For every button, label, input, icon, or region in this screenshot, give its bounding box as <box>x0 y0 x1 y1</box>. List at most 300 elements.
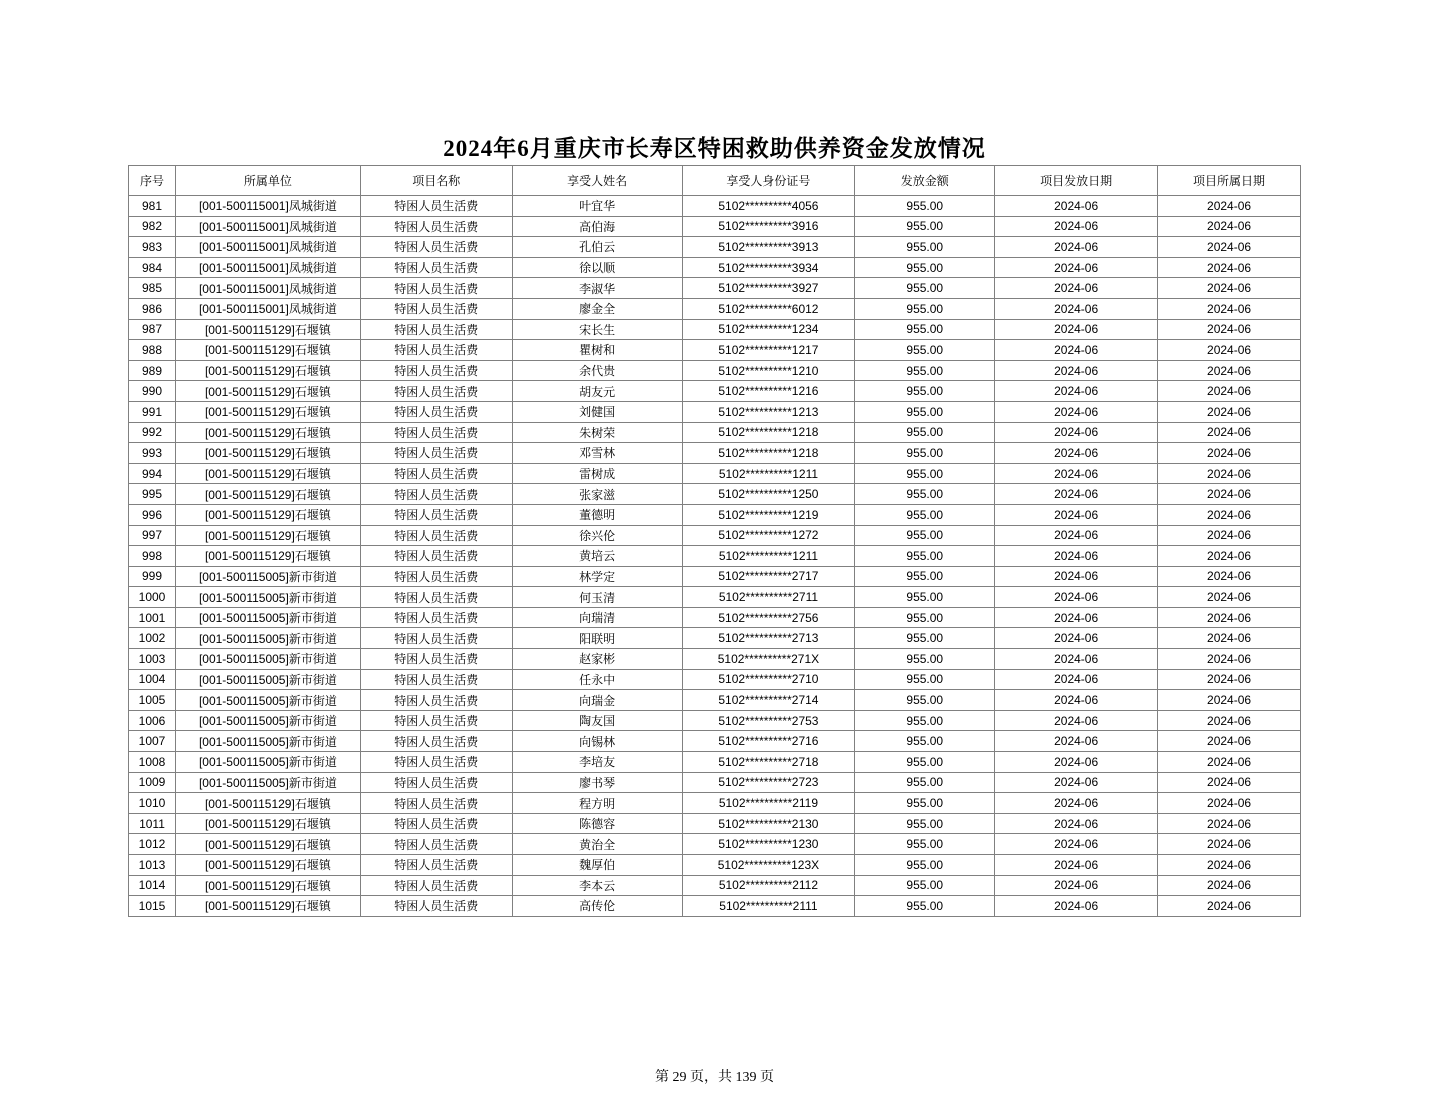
cell-id_number: 5102**********2756 <box>682 607 855 628</box>
cell-name: 高伯海 <box>512 216 682 237</box>
cell-project: 特困人员生活费 <box>360 381 512 402</box>
cell-project: 特困人员生活费 <box>360 525 512 546</box>
table-row <box>129 690 1301 711</box>
cell-seq: 1009 <box>129 772 176 793</box>
cell-unit: [001-500115129]石堰镇 <box>175 463 360 484</box>
cell-amount: 955.00 <box>855 237 995 258</box>
cell-unit: [001-500115001]凤城街道 <box>175 237 360 258</box>
cell-unit: [001-500115129]石堰镇 <box>175 381 360 402</box>
cell-issue_date: 2024-06 <box>995 896 1158 917</box>
cell-id_number: 5102**********1272 <box>682 525 855 546</box>
cell-name: 李培友 <box>512 752 682 773</box>
cell-name: 张家滋 <box>512 484 682 505</box>
cell-period_date: 2024-06 <box>1158 340 1301 361</box>
cell-id_number: 5102**********2717 <box>682 566 855 587</box>
cell-issue_date: 2024-06 <box>995 319 1158 340</box>
cell-seq: 1008 <box>129 752 176 773</box>
table-row <box>129 422 1301 443</box>
cell-name: 徐兴伦 <box>512 525 682 546</box>
cell-project: 特困人员生活费 <box>360 401 512 422</box>
cell-issue_date: 2024-06 <box>995 443 1158 464</box>
cell-id_number: 5102**********1210 <box>682 360 855 381</box>
cell-amount: 955.00 <box>855 463 995 484</box>
cell-id_number: 5102**********1234 <box>682 319 855 340</box>
cell-name: 孔伯云 <box>512 237 682 258</box>
cell-project: 特困人员生活费 <box>360 566 512 587</box>
cell-seq: 1007 <box>129 731 176 752</box>
cell-period_date: 2024-06 <box>1158 278 1301 299</box>
cell-project: 特困人员生活费 <box>360 649 512 670</box>
cell-id_number: 5102**********2711 <box>682 587 855 608</box>
cell-seq: 996 <box>129 504 176 525</box>
cell-period_date: 2024-06 <box>1158 237 1301 258</box>
cell-issue_date: 2024-06 <box>995 216 1158 237</box>
cell-amount: 955.00 <box>855 381 995 402</box>
table-row <box>129 669 1301 690</box>
cell-period_date: 2024-06 <box>1158 381 1301 402</box>
cell-unit: [001-500115001]凤城街道 <box>175 216 360 237</box>
cell-period_date: 2024-06 <box>1158 401 1301 422</box>
cell-project: 特困人员生活费 <box>360 752 512 773</box>
cell-unit: [001-500115129]石堰镇 <box>175 896 360 917</box>
cell-seq: 994 <box>129 463 176 484</box>
cell-amount: 955.00 <box>855 278 995 299</box>
cell-amount: 955.00 <box>855 401 995 422</box>
table-row <box>129 607 1301 628</box>
cell-unit: [001-500115001]凤城街道 <box>175 278 360 299</box>
cell-issue_date: 2024-06 <box>995 628 1158 649</box>
cell-project: 特困人员生活费 <box>360 504 512 525</box>
cell-period_date: 2024-06 <box>1158 360 1301 381</box>
table-row <box>129 628 1301 649</box>
cell-id_number: 5102**********1218 <box>682 443 855 464</box>
cell-id_number: 5102**********3913 <box>682 237 855 258</box>
cell-name: 向瑞金 <box>512 690 682 711</box>
column-header-project: 项目名称 <box>360 166 512 196</box>
cell-issue_date: 2024-06 <box>995 607 1158 628</box>
cell-period_date: 2024-06 <box>1158 855 1301 876</box>
cell-project: 特困人员生活费 <box>360 196 512 217</box>
cell-unit: [001-500115129]石堰镇 <box>175 834 360 855</box>
table-row <box>129 401 1301 422</box>
cell-project: 特困人员生活费 <box>360 607 512 628</box>
column-header-unit: 所属单位 <box>175 166 360 196</box>
cell-id_number: 5102**********1250 <box>682 484 855 505</box>
cell-unit: [001-500115129]石堰镇 <box>175 422 360 443</box>
cell-period_date: 2024-06 <box>1158 628 1301 649</box>
cell-project: 特困人员生活费 <box>360 484 512 505</box>
table-row <box>129 587 1301 608</box>
cell-id_number: 5102**********2714 <box>682 690 855 711</box>
table-row <box>129 298 1301 319</box>
cell-id_number: 5102**********2130 <box>682 813 855 834</box>
cell-unit: [001-500115005]新市街道 <box>175 772 360 793</box>
cell-amount: 955.00 <box>855 793 995 814</box>
cell-name: 魏厚伯 <box>512 855 682 876</box>
cell-issue_date: 2024-06 <box>995 690 1158 711</box>
cell-seq: 1013 <box>129 855 176 876</box>
cell-unit: [001-500115129]石堰镇 <box>175 855 360 876</box>
cell-period_date: 2024-06 <box>1158 504 1301 525</box>
cell-name: 胡友元 <box>512 381 682 402</box>
cell-id_number: 5102**********2112 <box>682 875 855 896</box>
cell-name: 廖金全 <box>512 298 682 319</box>
cell-unit: [001-500115005]新市街道 <box>175 731 360 752</box>
table-row <box>129 752 1301 773</box>
cell-period_date: 2024-06 <box>1158 484 1301 505</box>
table-row <box>129 793 1301 814</box>
cell-unit: [001-500115005]新市街道 <box>175 710 360 731</box>
cell-project: 特困人员生活费 <box>360 237 512 258</box>
table-row <box>129 566 1301 587</box>
cell-project: 特困人员生活费 <box>360 319 512 340</box>
cell-id_number: 5102**********3934 <box>682 257 855 278</box>
table-body <box>129 196 1301 917</box>
cell-period_date: 2024-06 <box>1158 710 1301 731</box>
cell-amount: 955.00 <box>855 896 995 917</box>
cell-amount: 955.00 <box>855 422 995 443</box>
cell-seq: 1001 <box>129 607 176 628</box>
cell-unit: [001-500115129]石堰镇 <box>175 443 360 464</box>
cell-seq: 1014 <box>129 875 176 896</box>
cell-period_date: 2024-06 <box>1158 772 1301 793</box>
cell-name: 林学定 <box>512 566 682 587</box>
cell-issue_date: 2024-06 <box>995 237 1158 258</box>
cell-seq: 990 <box>129 381 176 402</box>
cell-unit: [001-500115129]石堰镇 <box>175 525 360 546</box>
cell-name: 雷树成 <box>512 463 682 484</box>
cell-unit: [001-500115129]石堰镇 <box>175 484 360 505</box>
cell-issue_date: 2024-06 <box>995 772 1158 793</box>
cell-period_date: 2024-06 <box>1158 443 1301 464</box>
cell-issue_date: 2024-06 <box>995 340 1158 361</box>
cell-name: 高传伦 <box>512 896 682 917</box>
cell-issue_date: 2024-06 <box>995 710 1158 731</box>
cell-period_date: 2024-06 <box>1158 690 1301 711</box>
cell-issue_date: 2024-06 <box>995 587 1158 608</box>
cell-amount: 955.00 <box>855 628 995 649</box>
cell-period_date: 2024-06 <box>1158 607 1301 628</box>
cell-period_date: 2024-06 <box>1158 875 1301 896</box>
cell-issue_date: 2024-06 <box>995 855 1158 876</box>
cell-unit: [001-500115129]石堰镇 <box>175 875 360 896</box>
cell-id_number: 5102**********2710 <box>682 669 855 690</box>
cell-seq: 1003 <box>129 649 176 670</box>
cell-id_number: 5102**********2713 <box>682 628 855 649</box>
cell-seq: 1000 <box>129 587 176 608</box>
cell-unit: [001-500115001]凤城街道 <box>175 298 360 319</box>
cell-issue_date: 2024-06 <box>995 752 1158 773</box>
table-row <box>129 813 1301 834</box>
cell-seq: 997 <box>129 525 176 546</box>
cell-issue_date: 2024-06 <box>995 504 1158 525</box>
cell-seq: 984 <box>129 257 176 278</box>
table-row <box>129 772 1301 793</box>
cell-project: 特困人员生活费 <box>360 793 512 814</box>
cell-issue_date: 2024-06 <box>995 257 1158 278</box>
cell-project: 特困人员生活费 <box>360 628 512 649</box>
cell-name: 董德明 <box>512 504 682 525</box>
cell-issue_date: 2024-06 <box>995 525 1158 546</box>
cell-name: 黄培云 <box>512 546 682 567</box>
cell-id_number: 5102**********4056 <box>682 196 855 217</box>
cell-period_date: 2024-06 <box>1158 649 1301 670</box>
cell-project: 特困人员生活费 <box>360 360 512 381</box>
cell-name: 何玉清 <box>512 587 682 608</box>
cell-name: 赵家彬 <box>512 649 682 670</box>
cell-id_number: 5102**********1217 <box>682 340 855 361</box>
cell-unit: [001-500115129]石堰镇 <box>175 813 360 834</box>
table-row <box>129 855 1301 876</box>
cell-name: 余代贵 <box>512 360 682 381</box>
cell-amount: 955.00 <box>855 340 995 361</box>
cell-seq: 1002 <box>129 628 176 649</box>
column-header-seq: 序号 <box>129 166 176 196</box>
cell-unit: [001-500115005]新市街道 <box>175 752 360 773</box>
cell-name: 向锡林 <box>512 731 682 752</box>
cell-project: 特困人员生活费 <box>360 278 512 299</box>
cell-issue_date: 2024-06 <box>995 649 1158 670</box>
cell-seq: 1015 <box>129 896 176 917</box>
column-header-id_number: 享受人身份证号 <box>682 166 855 196</box>
cell-seq: 998 <box>129 546 176 567</box>
cell-period_date: 2024-06 <box>1158 896 1301 917</box>
cell-period_date: 2024-06 <box>1158 422 1301 443</box>
cell-period_date: 2024-06 <box>1158 525 1301 546</box>
cell-project: 特困人员生活费 <box>360 298 512 319</box>
cell-period_date: 2024-06 <box>1158 319 1301 340</box>
cell-project: 特困人员生活费 <box>360 422 512 443</box>
cell-amount: 955.00 <box>855 257 995 278</box>
cell-amount: 955.00 <box>855 669 995 690</box>
cell-unit: [001-500115129]石堰镇 <box>175 504 360 525</box>
table-row <box>129 834 1301 855</box>
cell-issue_date: 2024-06 <box>995 484 1158 505</box>
table-row <box>129 381 1301 402</box>
table-row <box>129 710 1301 731</box>
table-row <box>129 649 1301 670</box>
table-row <box>129 484 1301 505</box>
column-header-amount: 发放金额 <box>855 166 995 196</box>
cell-period_date: 2024-06 <box>1158 216 1301 237</box>
cell-name: 李本云 <box>512 875 682 896</box>
cell-issue_date: 2024-06 <box>995 813 1158 834</box>
cell-id_number: 5102**********2723 <box>682 772 855 793</box>
cell-unit: [001-500115129]石堰镇 <box>175 546 360 567</box>
cell-amount: 955.00 <box>855 855 995 876</box>
cell-seq: 995 <box>129 484 176 505</box>
cell-amount: 955.00 <box>855 216 995 237</box>
cell-id_number: 5102**********1211 <box>682 546 855 567</box>
cell-unit: [001-500115001]凤城街道 <box>175 257 360 278</box>
cell-amount: 955.00 <box>855 607 995 628</box>
cell-amount: 955.00 <box>855 484 995 505</box>
table-row <box>129 340 1301 361</box>
cell-project: 特困人员生活费 <box>360 855 512 876</box>
cell-name: 邓雪林 <box>512 443 682 464</box>
cell-id_number: 5102**********2119 <box>682 793 855 814</box>
cell-unit: [001-500115005]新市街道 <box>175 649 360 670</box>
cell-amount: 955.00 <box>855 504 995 525</box>
cell-seq: 1011 <box>129 813 176 834</box>
cell-amount: 955.00 <box>855 546 995 567</box>
cell-issue_date: 2024-06 <box>995 793 1158 814</box>
cell-period_date: 2024-06 <box>1158 669 1301 690</box>
cell-project: 特困人员生活费 <box>360 772 512 793</box>
cell-unit: [001-500115005]新市街道 <box>175 587 360 608</box>
cell-issue_date: 2024-06 <box>995 463 1158 484</box>
cell-unit: [001-500115005]新市街道 <box>175 607 360 628</box>
cell-id_number: 5102**********2716 <box>682 731 855 752</box>
table-row <box>129 896 1301 917</box>
cell-period_date: 2024-06 <box>1158 566 1301 587</box>
table-row <box>129 278 1301 299</box>
fund-distribution-table <box>128 165 1301 917</box>
cell-project: 特困人员生活费 <box>360 669 512 690</box>
cell-amount: 955.00 <box>855 752 995 773</box>
cell-name: 宋长生 <box>512 319 682 340</box>
table-row <box>129 360 1301 381</box>
cell-name: 向瑞清 <box>512 607 682 628</box>
cell-amount: 955.00 <box>855 813 995 834</box>
cell-amount: 955.00 <box>855 196 995 217</box>
cell-unit: [001-500115005]新市街道 <box>175 690 360 711</box>
cell-project: 特困人员生活费 <box>360 340 512 361</box>
table-header <box>129 166 1301 196</box>
cell-id_number: 5102**********2111 <box>682 896 855 917</box>
cell-issue_date: 2024-06 <box>995 360 1158 381</box>
cell-amount: 955.00 <box>855 360 995 381</box>
cell-seq: 983 <box>129 237 176 258</box>
table-row <box>129 504 1301 525</box>
cell-project: 特困人员生活费 <box>360 834 512 855</box>
cell-amount: 955.00 <box>855 710 995 731</box>
cell-project: 特困人员生活费 <box>360 463 512 484</box>
table-row <box>129 443 1301 464</box>
cell-unit: [001-500115001]凤城街道 <box>175 196 360 217</box>
table-row <box>129 216 1301 237</box>
cell-period_date: 2024-06 <box>1158 546 1301 567</box>
cell-project: 特困人员生活费 <box>360 546 512 567</box>
cell-seq: 986 <box>129 298 176 319</box>
cell-project: 特困人员生活费 <box>360 443 512 464</box>
cell-name: 程方明 <box>512 793 682 814</box>
page-title: 2024年6月重庆市长寿区特困救助供养资金发放情况 <box>443 136 986 161</box>
cell-issue_date: 2024-06 <box>995 381 1158 402</box>
cell-seq: 991 <box>129 401 176 422</box>
cell-name: 叶宜华 <box>512 196 682 217</box>
cell-id_number: 5102**********2753 <box>682 710 855 731</box>
column-header-issue_date: 项目发放日期 <box>995 166 1158 196</box>
cell-name: 阳联明 <box>512 628 682 649</box>
table-row <box>129 546 1301 567</box>
cell-issue_date: 2024-06 <box>995 278 1158 299</box>
cell-amount: 955.00 <box>855 834 995 855</box>
cell-project: 特困人员生活费 <box>360 731 512 752</box>
cell-id_number: 5102**********3927 <box>682 278 855 299</box>
cell-issue_date: 2024-06 <box>995 669 1158 690</box>
cell-period_date: 2024-06 <box>1158 196 1301 217</box>
cell-project: 特困人员生活费 <box>360 587 512 608</box>
cell-issue_date: 2024-06 <box>995 566 1158 587</box>
cell-amount: 955.00 <box>855 319 995 340</box>
cell-name: 任永中 <box>512 669 682 690</box>
cell-seq: 988 <box>129 340 176 361</box>
cell-issue_date: 2024-06 <box>995 834 1158 855</box>
cell-name: 朱树荣 <box>512 422 682 443</box>
cell-unit: [001-500115129]石堰镇 <box>175 793 360 814</box>
cell-project: 特困人员生活费 <box>360 875 512 896</box>
cell-id_number: 5102**********2718 <box>682 752 855 773</box>
cell-id_number: 5102**********1218 <box>682 422 855 443</box>
cell-period_date: 2024-06 <box>1158 793 1301 814</box>
cell-issue_date: 2024-06 <box>995 546 1158 567</box>
cell-name: 陶友国 <box>512 710 682 731</box>
cell-id_number: 5102**********271X <box>682 649 855 670</box>
cell-unit: [001-500115129]石堰镇 <box>175 360 360 381</box>
cell-amount: 955.00 <box>855 525 995 546</box>
cell-name: 陈德容 <box>512 813 682 834</box>
cell-seq: 985 <box>129 278 176 299</box>
cell-issue_date: 2024-06 <box>995 422 1158 443</box>
cell-amount: 955.00 <box>855 772 995 793</box>
cell-amount: 955.00 <box>855 690 995 711</box>
cell-amount: 955.00 <box>855 566 995 587</box>
cell-name: 黄治全 <box>512 834 682 855</box>
cell-id_number: 5102**********1230 <box>682 834 855 855</box>
cell-amount: 955.00 <box>855 875 995 896</box>
cell-period_date: 2024-06 <box>1158 463 1301 484</box>
column-header-period_date: 项目所属日期 <box>1158 166 1301 196</box>
cell-id_number: 5102**********6012 <box>682 298 855 319</box>
cell-unit: [001-500115005]新市街道 <box>175 669 360 690</box>
cell-amount: 955.00 <box>855 731 995 752</box>
cell-seq: 1010 <box>129 793 176 814</box>
cell-issue_date: 2024-06 <box>995 298 1158 319</box>
page-number: 第 29 页，共 139 页 <box>655 1070 774 1085</box>
cell-period_date: 2024-06 <box>1158 587 1301 608</box>
cell-id_number: 5102**********1213 <box>682 401 855 422</box>
table-row <box>129 525 1301 546</box>
cell-amount: 955.00 <box>855 443 995 464</box>
cell-issue_date: 2024-06 <box>995 401 1158 422</box>
cell-unit: [001-500115129]石堰镇 <box>175 401 360 422</box>
cell-project: 特困人员生活费 <box>360 690 512 711</box>
cell-project: 特困人员生活费 <box>360 257 512 278</box>
cell-project: 特困人员生活费 <box>360 710 512 731</box>
cell-seq: 999 <box>129 566 176 587</box>
cell-project: 特困人员生活费 <box>360 896 512 917</box>
cell-name: 刘健国 <box>512 401 682 422</box>
table-row <box>129 875 1301 896</box>
cell-period_date: 2024-06 <box>1158 752 1301 773</box>
cell-seq: 1012 <box>129 834 176 855</box>
table-row <box>129 196 1301 217</box>
cell-amount: 955.00 <box>855 298 995 319</box>
table-header-row <box>129 166 1301 196</box>
table-row <box>129 463 1301 484</box>
cell-issue_date: 2024-06 <box>995 731 1158 752</box>
cell-seq: 1005 <box>129 690 176 711</box>
cell-seq: 981 <box>129 196 176 217</box>
cell-issue_date: 2024-06 <box>995 196 1158 217</box>
cell-id_number: 5102**********1216 <box>682 381 855 402</box>
cell-amount: 955.00 <box>855 587 995 608</box>
table-row <box>129 257 1301 278</box>
cell-seq: 989 <box>129 360 176 381</box>
cell-issue_date: 2024-06 <box>995 875 1158 896</box>
column-header-name: 享受人姓名 <box>512 166 682 196</box>
